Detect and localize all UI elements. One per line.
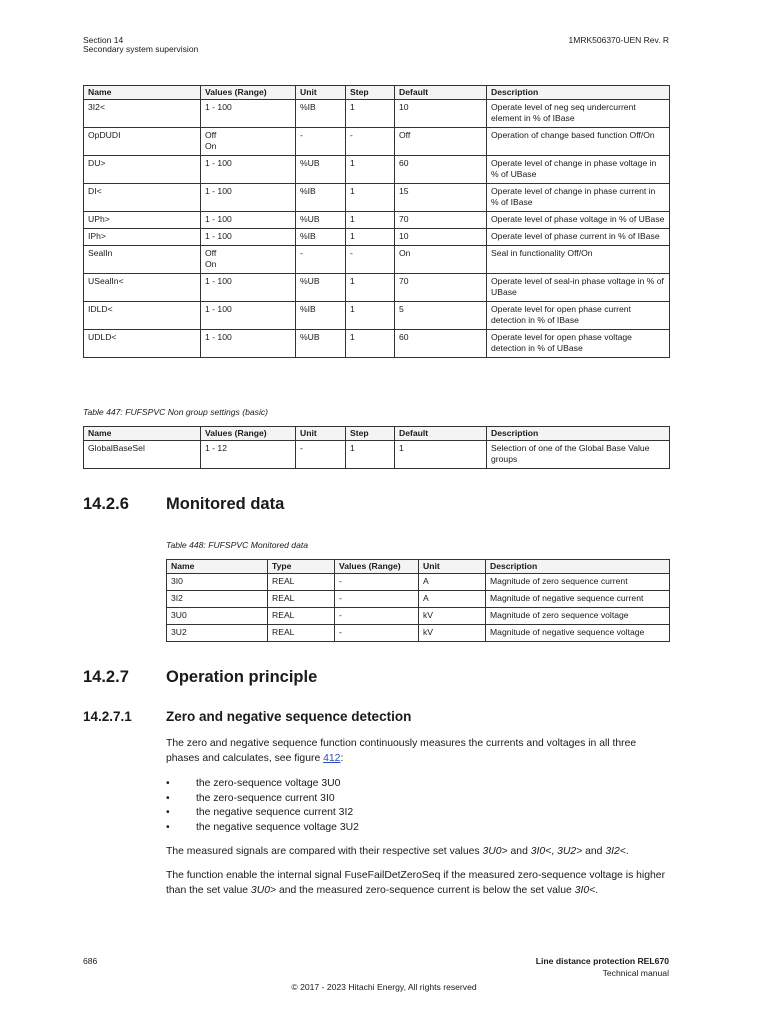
- table-cell: -: [335, 625, 419, 642]
- column-header: Description: [486, 560, 670, 574]
- table-cell: DI<: [84, 184, 201, 212]
- table-row: [84, 156, 670, 184]
- column-header: Values (Range): [335, 560, 419, 574]
- column-header: Description: [487, 427, 670, 441]
- paragraph-text: and: [507, 846, 531, 857]
- bullet-icon: •: [166, 778, 170, 789]
- table-cell: 3I2<: [84, 100, 201, 128]
- body-paragraph: [166, 737, 666, 766]
- column-header: Name: [84, 86, 201, 100]
- table-cell: OpDUDI: [84, 128, 201, 156]
- table-row: [84, 302, 670, 330]
- header-subsection: Secondary system supervision: [83, 44, 199, 54]
- table-cell: 60: [395, 330, 487, 358]
- setting-ref: 3I2<: [605, 846, 626, 857]
- table-cell: %UB: [296, 274, 346, 302]
- list-item-text: the negative sequence voltage 3U2: [196, 821, 359, 833]
- figure-412-link[interactable]: 412: [323, 752, 341, 764]
- paragraph-text: ,: [551, 846, 558, 857]
- table-cell: -: [346, 128, 395, 156]
- subsection-title: Zero and negative sequence detection: [166, 709, 412, 724]
- table-cell: SealIn: [84, 246, 201, 274]
- table-cell: Off: [395, 128, 487, 156]
- table-row: [167, 591, 670, 608]
- paragraph-text: The function enable the internal signal FuseFailDetZeroSeq if the measured zero-sequence voltage is higher than the set value: [166, 870, 666, 896]
- table-cell: Operate level of phase current in % of IBase: [487, 229, 670, 246]
- table-header-row: [167, 560, 670, 574]
- table-cell: -: [335, 574, 419, 591]
- table-cell: 1: [346, 229, 395, 246]
- table-cell: 1 - 100: [201, 330, 296, 358]
- column-header: Unit: [296, 86, 346, 100]
- table-cell: 1: [346, 156, 395, 184]
- monitored-data-table: [166, 559, 670, 642]
- table-cell: -: [335, 608, 419, 625]
- setting-ref: 3U2>: [557, 846, 583, 857]
- paragraph-text: and: [582, 846, 606, 857]
- column-header: Step: [346, 86, 395, 100]
- list-item-text: the negative sequence current 3I2: [196, 807, 354, 818]
- column-header: Unit: [296, 427, 346, 441]
- table-cell: 3I2: [167, 591, 268, 608]
- table-cell: Operate level of change in phase current in % of IBase: [487, 184, 670, 212]
- table-cell: Off On: [201, 128, 296, 156]
- table-cell: %UB: [296, 330, 346, 358]
- table-447-caption: Table 447: FUFSPVC Non group settings (basic): [83, 407, 269, 417]
- table-cell: -: [346, 246, 395, 274]
- section-number: 14.2.7: [83, 668, 129, 686]
- list-item: [166, 806, 359, 821]
- table-cell: Operate level of seal-in phase voltage in % of UBase: [487, 274, 670, 302]
- copyright: © 2017 - 2023 Hitachi Energy, All rights reserved: [291, 982, 477, 992]
- table-cell: Selection of one of the Global Base Value groups: [487, 441, 670, 469]
- table-cell: 10: [395, 229, 487, 246]
- table-row: [84, 212, 670, 229]
- table-cell: -: [296, 441, 346, 469]
- bullet-icon: •: [166, 792, 170, 804]
- column-header: Step: [346, 427, 395, 441]
- table-448-caption: Table 448: FUFSPVC Monitored data: [166, 540, 309, 550]
- table-cell: UDLD<: [84, 330, 201, 358]
- table-cell: 5: [395, 302, 487, 330]
- setting-ref: 3I0<: [530, 846, 552, 857]
- table-cell: %IB: [296, 184, 346, 212]
- column-header: Values (Range): [201, 427, 296, 441]
- table-row: [167, 574, 670, 591]
- table-cell: 1: [346, 274, 395, 302]
- table-cell: 1: [395, 441, 487, 469]
- paragraph-text: The measured signals are compared with their respective set values: [166, 846, 483, 857]
- table-cell: REAL: [268, 608, 335, 625]
- table-cell: Magnitude of zero sequence current: [486, 574, 670, 591]
- table-cell: IPh>: [84, 229, 201, 246]
- settings-table-continued: [83, 85, 670, 358]
- table-cell: 3U2: [167, 625, 268, 642]
- list-item: [166, 821, 359, 836]
- table-cell: Operate level for open phase current detection in % of IBase: [487, 302, 670, 330]
- table-cell: 1 - 12: [201, 441, 296, 469]
- table-cell: 1 - 100: [201, 100, 296, 128]
- product-name: Line distance protection REL670: [535, 956, 669, 966]
- table-cell: GlobalBaseSel: [84, 441, 201, 469]
- table-cell: -: [296, 128, 346, 156]
- non-group-settings-table: [83, 426, 670, 469]
- table-cell: Operate level of phase voltage in % of UBase: [487, 212, 670, 229]
- bullet-icon: •: [166, 821, 170, 833]
- section-title: Monitored data: [166, 495, 285, 513]
- table-cell: %IB: [296, 302, 346, 330]
- table-cell: %IB: [296, 229, 346, 246]
- table-cell: kV: [419, 625, 486, 642]
- header-section: Section 14: [83, 35, 124, 45]
- table-row: [84, 229, 670, 246]
- table-cell: 1 - 100: [201, 302, 296, 330]
- table-cell: 1: [346, 184, 395, 212]
- paragraph-text: The zero and negative sequence function continuously measures the currents and voltages in all three phases and calculates, see figure: [166, 738, 637, 764]
- table-cell: Magnitude of zero sequence voltage: [486, 608, 670, 625]
- table-row: [84, 128, 670, 156]
- column-header: Type: [268, 560, 335, 574]
- table-cell: Magnitude of negative sequence current: [486, 591, 670, 608]
- bullet-list: [166, 777, 359, 835]
- table-cell: IDLD<: [84, 302, 201, 330]
- table-header-row: [84, 86, 670, 100]
- table-cell: USealIn<: [84, 274, 201, 302]
- table-cell: DU>: [84, 156, 201, 184]
- body-paragraph: [166, 845, 666, 860]
- table-cell: 1: [346, 212, 395, 229]
- subsection-number: 14.2.7.1: [83, 709, 132, 724]
- table-row: [167, 608, 670, 625]
- table-cell: UPh>: [84, 212, 201, 229]
- table-cell: 1 - 100: [201, 229, 296, 246]
- body-paragraph: [166, 869, 666, 898]
- table-cell: Operation of change based function Off/On: [487, 128, 670, 156]
- column-header: Unit: [419, 560, 486, 574]
- table-cell: 1: [346, 441, 395, 469]
- column-header: Default: [395, 86, 487, 100]
- column-header: Description: [487, 86, 670, 100]
- table-cell: 1 - 100: [201, 274, 296, 302]
- table-header-row: [84, 427, 670, 441]
- table-cell: A: [419, 591, 486, 608]
- table-cell: 1 - 100: [201, 184, 296, 212]
- table-cell: -: [335, 591, 419, 608]
- table-cell: 15: [395, 184, 487, 212]
- table-cell: 3I0: [167, 574, 268, 591]
- paragraph-text: .: [595, 884, 599, 896]
- bullet-icon: •: [166, 807, 170, 818]
- table-row: [84, 100, 670, 128]
- column-header: Values (Range): [201, 86, 296, 100]
- table-cell: 1: [346, 330, 395, 358]
- paragraph-text: and the measured zero-sequence current is below the set value: [276, 884, 575, 896]
- manual-type: Technical manual: [602, 968, 669, 978]
- header-doc-id: 1MRK506370-UEN Rev. R: [568, 35, 669, 45]
- table-cell: On: [395, 246, 487, 274]
- list-item-text: the zero-sequence voltage 3U0: [196, 778, 341, 789]
- table-cell: REAL: [268, 591, 335, 608]
- column-header: Default: [395, 427, 487, 441]
- table-cell: 1 - 100: [201, 156, 296, 184]
- table-cell: kV: [419, 608, 486, 625]
- list-item: [166, 792, 359, 807]
- list-item: [166, 777, 359, 792]
- table-cell: Operate level of change in phase voltage in % of UBase: [487, 156, 670, 184]
- table-cell: %UB: [296, 156, 346, 184]
- table-cell: 1: [346, 100, 395, 128]
- table-cell: Seal in functionality Off/On: [487, 246, 670, 274]
- table-cell: Magnitude of negative sequence voltage: [486, 625, 670, 642]
- column-header: Name: [167, 560, 268, 574]
- paragraph-text: .: [625, 846, 629, 857]
- setting-ref: 3U0>: [482, 846, 508, 857]
- table-cell: -: [296, 246, 346, 274]
- table-cell: 70: [395, 212, 487, 229]
- table-cell: 1: [346, 302, 395, 330]
- table-cell: A: [419, 574, 486, 591]
- list-item-text: the zero-sequence current 3I0: [196, 792, 335, 804]
- page-number: 686: [83, 956, 98, 966]
- paragraph-text: :: [340, 752, 344, 764]
- table-cell: Off On: [201, 246, 296, 274]
- table-cell: 3U0: [167, 608, 268, 625]
- table-cell: 1 - 100: [201, 212, 296, 229]
- section-number: 14.2.6: [83, 495, 129, 513]
- table-cell: %IB: [296, 100, 346, 128]
- table-row: [84, 246, 670, 274]
- table-cell: REAL: [268, 625, 335, 642]
- table-row: [84, 274, 670, 302]
- table-cell: 70: [395, 274, 487, 302]
- table-row: [84, 441, 670, 469]
- table-cell: 10: [395, 100, 487, 128]
- table-cell: %UB: [296, 212, 346, 229]
- table-cell: Operate level for open phase voltage detection in % of UBase: [487, 330, 670, 358]
- column-header: Name: [84, 427, 201, 441]
- setting-ref: 3U0>: [250, 884, 277, 896]
- table-row: [84, 330, 670, 358]
- table-row: [84, 184, 670, 212]
- table-row: [167, 625, 670, 642]
- table-cell: REAL: [268, 574, 335, 591]
- section-title: Operation principle: [166, 668, 318, 686]
- table-cell: Operate level of neg seq undercurrent element in % of IBase: [487, 100, 670, 128]
- setting-ref: 3I0<: [574, 884, 596, 896]
- table-cell: 60: [395, 156, 487, 184]
